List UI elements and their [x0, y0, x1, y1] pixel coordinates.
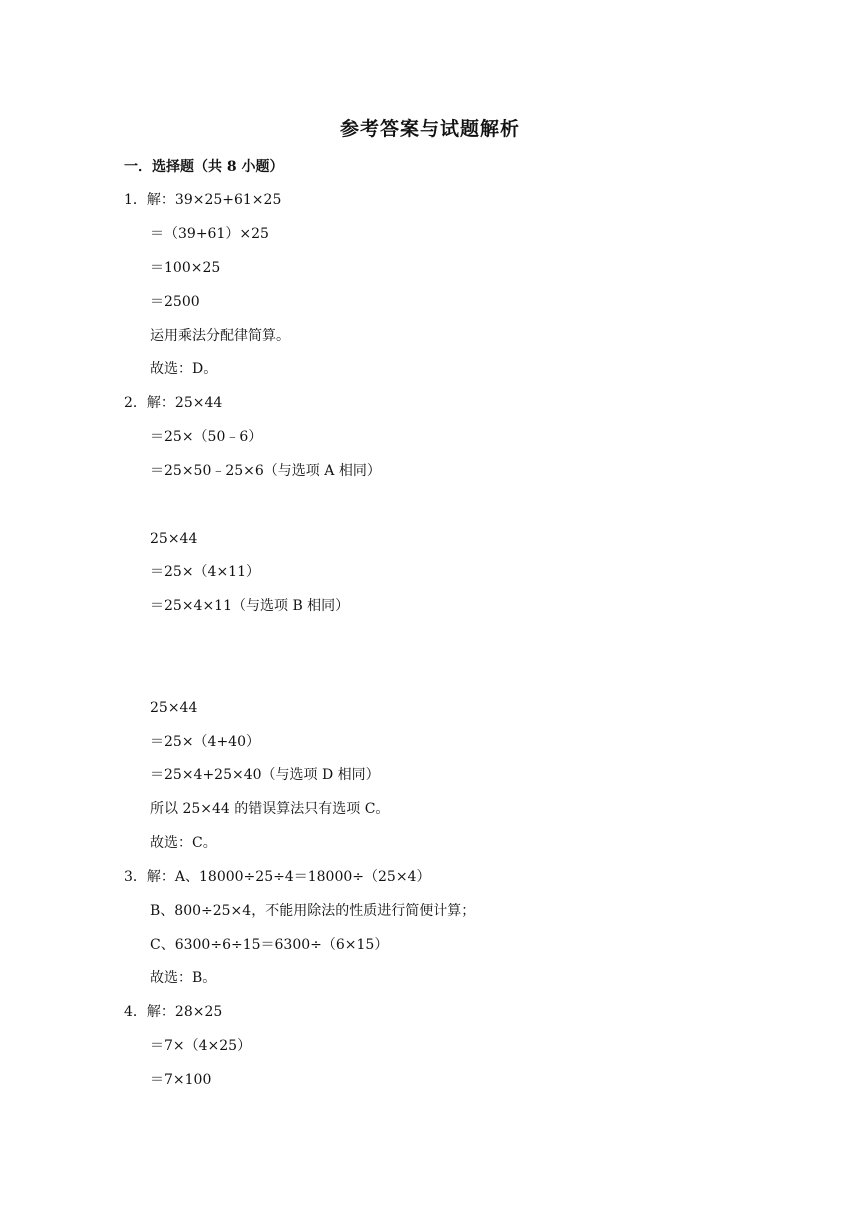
solution-line: ＝100×25: [150, 260, 221, 276]
solution-line: C、6300÷6÷15＝6300÷（6×15）: [150, 937, 389, 953]
solution-line: ＝7×（4×25）: [150, 1038, 252, 1054]
question-2-line: 2．解：25×44: [124, 395, 223, 411]
answer-line: 故选：B。: [150, 970, 217, 986]
answer-line: 故选：D。: [150, 361, 218, 377]
page-title: 参考答案与试题解析: [339, 118, 520, 140]
solution-line: 运用乘法分配律简算。: [150, 328, 290, 344]
solution-line: ＝25×（4+40）: [150, 734, 260, 750]
solution-line: ＝25×50﹣25×6（与选项 A 相同）: [150, 463, 381, 479]
solution-line: ＝25×（4×11）: [150, 564, 260, 580]
solution-line: ＝（39+61）×25: [150, 226, 269, 242]
solution-line: 25×44: [150, 700, 198, 716]
solution-line: B、800÷25×4，不能用除法的性质进行简便计算；: [150, 903, 476, 919]
question-3-line: 3．解：A、18000÷25÷4＝18000÷（25×4）: [124, 869, 431, 885]
question-4-line: 4．解：28×25: [124, 1004, 223, 1020]
solution-line: ＝25×4+25×40（与选项 D 相同）: [150, 767, 380, 783]
solution-line: ＝25×（50﹣6）: [150, 429, 263, 445]
solution-line: 所以 25×44 的错误算法只有选项 C。: [150, 801, 390, 817]
solution-line: ＝25×4×11（与选项 B 相同）: [150, 598, 350, 614]
solution-line: ＝2500: [150, 294, 200, 310]
solution-line: 25×44: [150, 531, 198, 547]
solution-line: ＝7×100: [150, 1072, 212, 1088]
section-heading: 一．选择题（共 8 小题）: [124, 159, 284, 175]
question-1-line: 1．解：39×25+61×25: [124, 192, 282, 208]
answer-line: 故选：C。: [150, 835, 217, 851]
